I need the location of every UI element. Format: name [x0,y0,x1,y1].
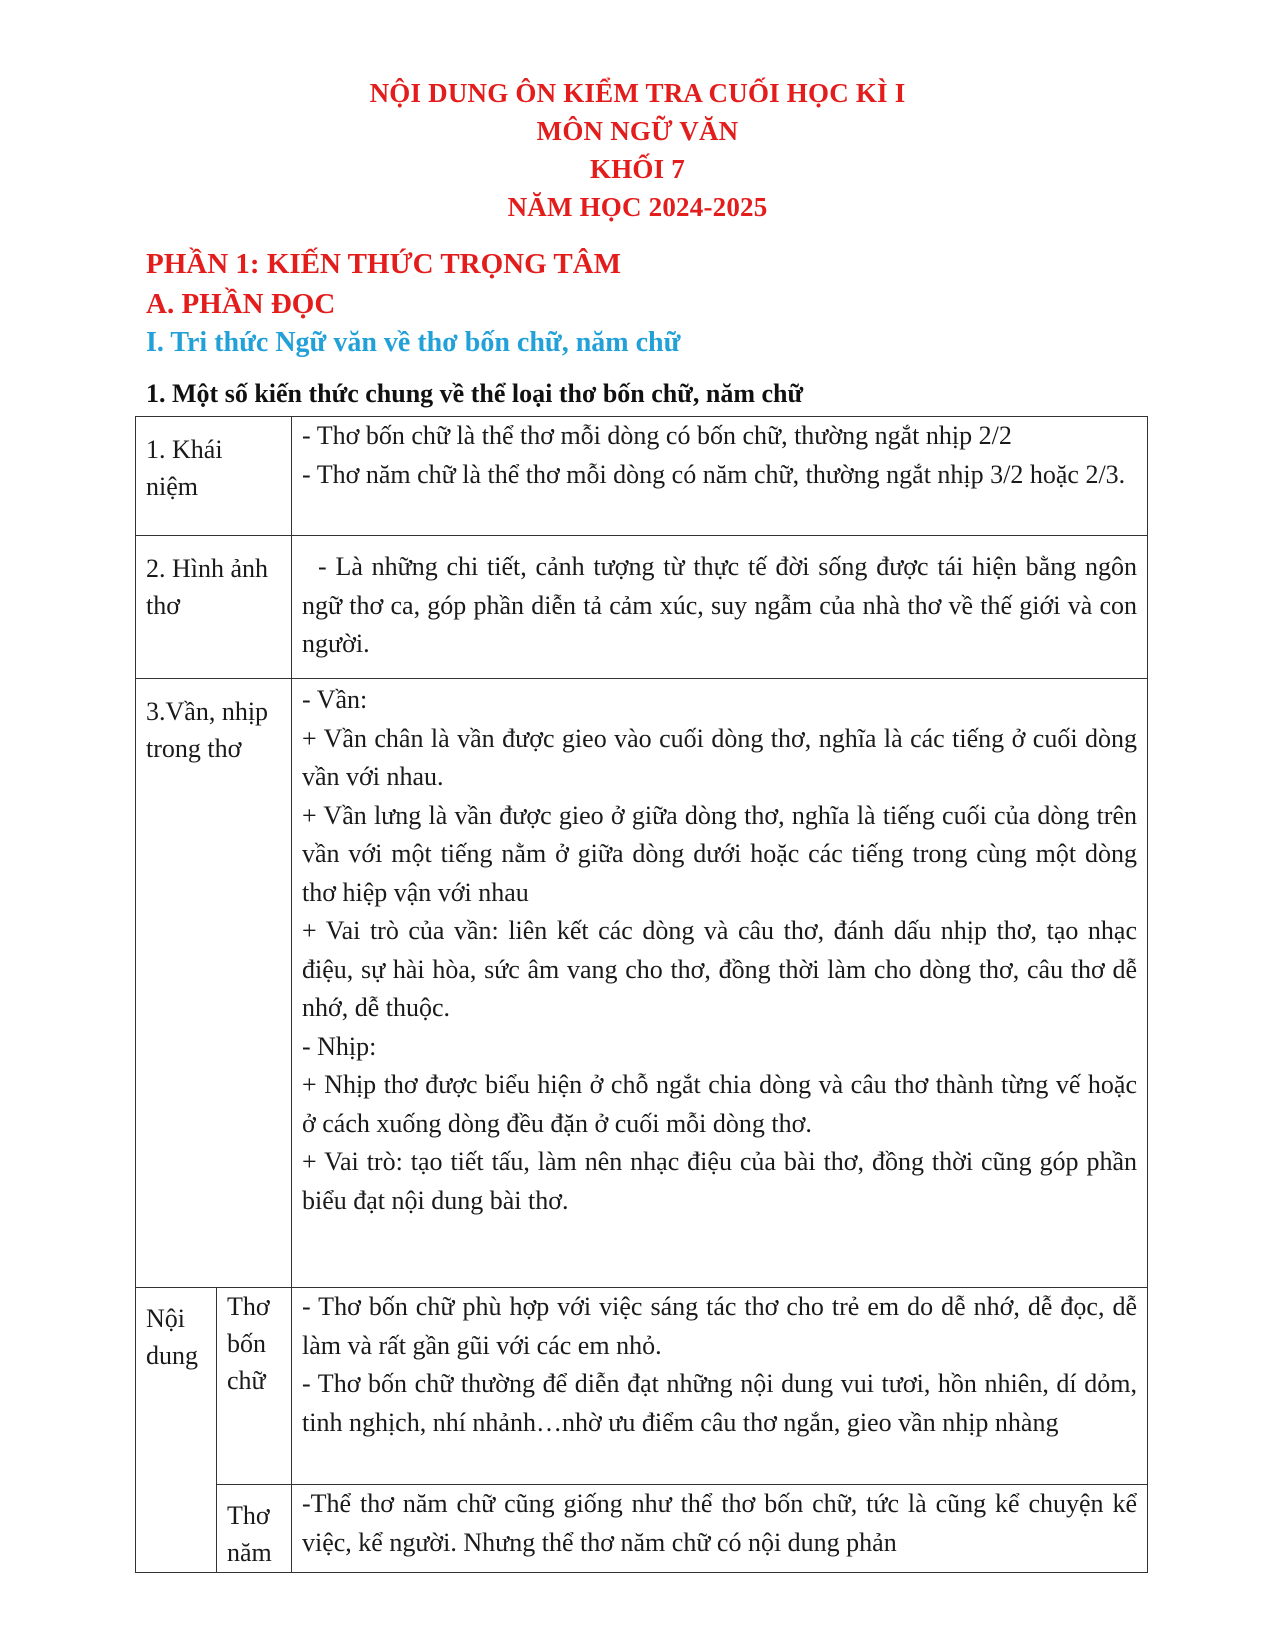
content-line: + Vần lưng là vần được gieo ở giữa dòng thơ, nghĩa là tiếng cuối của dòng trên vần với một tiếng nằm ở giữa dòng dưới hoặc các tiếng trong cùng một dòng thơ hiệp vận với nhau [302,800,1137,907]
content-line: + Vai trò: tạo tiết tấu, làm nên nhạc điệu của bài thơ, đồng thời cũng góp phần biểu đạt nội dung bài thơ. [302,1147,1137,1215]
sub-content-four-word [292,1288,1148,1485]
row-label-content: Nội dung [136,1288,217,1573]
content-line: - Thơ bốn chữ là thể thơ mỗi dòng có bốn chữ, thường ngắt nhịp 2/2 [302,421,1012,450]
header-title-line-1: NỘI DUNG ÔN KIỂM TRA CUỐI HỌC KÌ I [369,78,906,108]
row-content-concept [292,417,1148,536]
table-row [136,679,1148,1288]
subsection-1-heading: 1. Một số kiến thức chung về thể loại thơ bốn chữ, năm chữ [146,379,804,408]
row-content-image [292,536,1148,679]
content-line: - Thơ bốn chữ thường để diễn đạt những nội dung vui tươi, hồn nhiên, dí dỏm, tinh nghịch, nhí nhảnh…nhờ ưu điểm câu thơ ngắn, gieo vần nhịp nhàng [302,1369,1137,1437]
content-line: + Nhịp thơ được biểu hiện ở chỗ ngắt chia dòng và câu thơ thành từng vế hoặc ở cách xuống dòng đều đặn ở cuối mỗi dòng thơ. [302,1070,1137,1138]
row-label-rhyme-rhythm: 3.Vần, nhịp trong thơ [136,679,292,1288]
knowledge-table [135,416,1148,1573]
sub-label-four-word: Thơ bốn chữ [217,1288,292,1485]
sub-content-five-word [292,1485,1148,1573]
content-line: - Thơ bốn chữ phù hợp với việc sáng tác thơ cho trẻ em do dễ nhớ, dễ đọc, dễ làm và rất gần gũi với các em nhỏ. [302,1292,1137,1360]
table-row [136,1485,1148,1573]
content-line: -Thể thơ năm chữ cũng giống như thể thơ bốn chữ, tức là cũng kể chuyện kể việc, kể người. Nhưng thể thơ năm chữ có nội dung phản [302,1489,1137,1557]
header-school-year-line: NĂM HỌC 2024-2025 [507,192,768,222]
section-i-heading: I. Tri thức Ngữ văn về thơ bốn chữ, năm chữ [146,327,681,358]
header-subject-line: MÔN NGỮ VĂN [536,116,739,146]
content-line: + Vai trò của vần: liên kết các dòng và câu thơ, đánh dấu nhịp thơ, tạo nhạc điệu, sự hài hòa, sức âm vang cho thơ, đồng thời làm cho dòng thơ, câu thơ dễ nhớ, dễ thuộc. [302,916,1137,1022]
table-row [136,536,1148,679]
header-grade-line: KHỐI 7 [590,154,685,184]
table-row [136,417,1148,536]
part-1-heading: PHẦN 1: KIẾN THỨC TRỌNG TÂM [146,248,622,280]
sub-label-five-word: Thơ năm [217,1485,292,1573]
part-a-heading: A. PHẦN ĐỌC [146,288,336,320]
document-header [0,74,1275,226]
row-content-rhyme-rhythm [292,679,1148,1288]
table-row [136,1288,1148,1485]
content-line: - Là những chi tiết, cảnh tượng từ thực tế đời sống được tái hiện bằng ngôn ngữ thơ ca, góp phần diễn tả cảm xúc, suy ngẫm của nhà thơ về thế giới và con người. [302,552,1137,658]
row-label-concept: 1. Khái niệm [136,417,292,536]
content-line: - Vần: [302,685,368,714]
row-label-image: 2. Hình ảnh thơ [136,536,292,679]
content-line: - Thơ năm chữ là thể thơ mỗi dòng có năm chữ, thường ngắt nhịp 3/2 hoặc 2/3. [302,459,1126,489]
content-line: + Vần chân là vần được gieo vào cuối dòng thơ, nghĩa là các tiếng ở cuối dòng vần với nhau. [302,723,1137,791]
content-line: - Nhịp: [302,1031,377,1061]
